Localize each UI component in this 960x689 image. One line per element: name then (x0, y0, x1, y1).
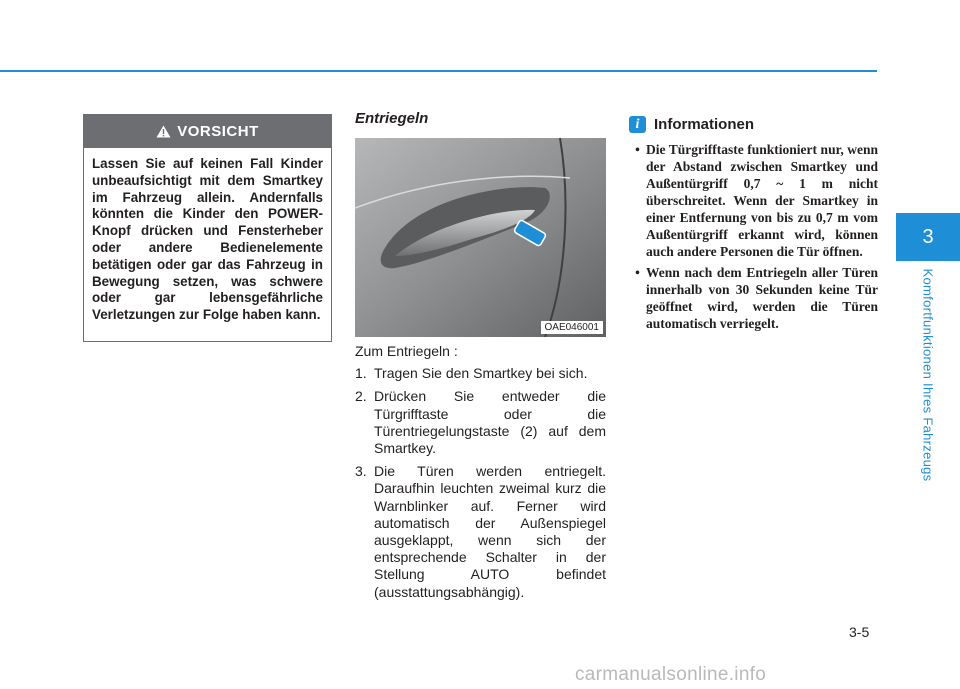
info-list (629, 141, 878, 336)
step-item: 1. Tragen Sie den Smartkey bei sich. (355, 365, 588, 382)
caution-header (84, 115, 331, 148)
list-item: • Wenn nach dem Entriegeln aller Türen innerhalb von 30 Sekunden keine Tür geöffnet wird, werden die Türen automatisch verriegelt. (635, 265, 878, 331)
section-title: Entriegeln (355, 110, 429, 127)
caution-text: Lassen Sie auf keinen Fall Kinder unbeaufsichtigt mit dem Smartkey im Fahrzeug allein. Andernfalls könnten die Kinder den POWER-Knopf drücken und Fensterheber oder andere Bedienelemente betätigen oder gar das Fahrzeug in Bewegung setzen, was schwere oder gar lebensgefährliche Verletzungen zur Folge haben kann. (92, 156, 323, 323)
door-handle-photo (355, 138, 606, 337)
info-title: Informationen (654, 116, 754, 133)
instructions-intro: Zum Entriegeln : (355, 343, 458, 359)
caution-box (83, 114, 332, 342)
warning-triangle-icon (156, 125, 171, 138)
unlock-instructions (355, 343, 606, 607)
caution-title: VORSICHT (177, 123, 259, 140)
list-item: • Die Türgrifftaste funktioniert nur, wenn der Abstand zwischen Smartkey und Außentürgriff 0,7 ~ 1 m nicht überschreitet. Wenn der Smartkey in einer Entfernung von bis zu 0,7 m vom Außentürgriff erkannt wird, können auch andere Personen die Tür öffnen. (635, 142, 878, 259)
header-rule (0, 70, 877, 72)
chapter-label: Komfortfunktionen Ihres Fahrzeugs (920, 268, 936, 482)
step-item: 3. Die Türen werden entriegelt. Daraufhin leuchten zweimal kurz die Warnblinker auf. Ferner wird automatisch der Außenspiegel ausgeklappt, wenn sich der entsprechende Schalter in der Stellung AUTO befindet (ausstattungsabhängig). (355, 463, 606, 600)
step-item: 2. Drücken Sie entweder die Türgrifftaste oder die Türentriegelungstaste (2) auf dem Smartkey. (355, 388, 606, 457)
image-code: OAE046001 (541, 321, 604, 334)
door-handle-illustration (355, 138, 606, 337)
watermark: carmanualsonline.info (575, 664, 767, 685)
chapter-tab: 3 (896, 213, 960, 261)
page-number: 3-5 (849, 624, 870, 640)
info-header (629, 116, 754, 133)
info-icon: i (629, 116, 646, 133)
